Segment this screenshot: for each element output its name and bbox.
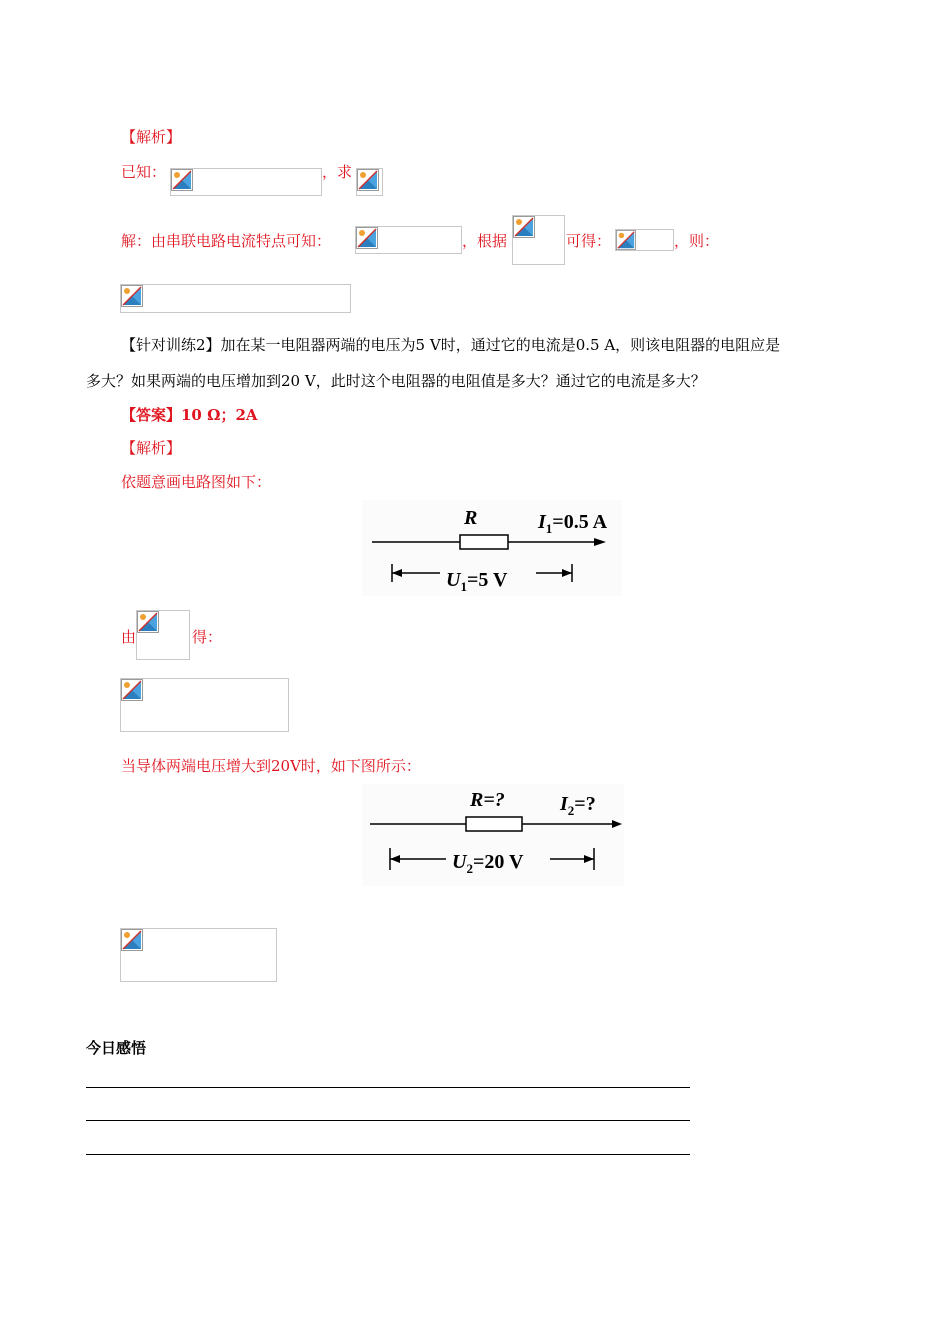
exercise2-line1: 【针对训练2】加在某一电阻器两端的电压为5 V时，通过它的电流是0.5 A，则该电阻器的电阻应是 <box>121 336 781 354</box>
resistor-label: R=? <box>470 789 505 811</box>
broken-image-icon <box>356 227 378 249</box>
broken-image-icon <box>121 929 143 951</box>
broken-image-icon <box>513 216 535 238</box>
increase-text: 当导体两端电压增大到20V时，如下图所示： <box>121 757 421 775</box>
resistor-label: R <box>464 507 478 529</box>
broken-image-icon <box>616 230 636 250</box>
known-mid: ，求 <box>322 163 353 181</box>
formula-image-final <box>120 284 351 313</box>
formula-image-find <box>356 168 383 196</box>
formula-image-current-2 <box>120 928 277 982</box>
formula-image-current <box>355 226 462 254</box>
solution-end: ，则： <box>674 232 720 250</box>
by-suffix: 得： <box>192 628 223 646</box>
writing-line <box>86 1087 690 1088</box>
broken-image-icon <box>121 285 143 307</box>
formula-image-resistance <box>120 678 289 732</box>
current-label: $I_2=$? <box>560 793 596 818</box>
by-prefix: 由 <box>121 628 137 646</box>
current-label: $I_1=0.5$ A <box>538 511 608 536</box>
broken-image-icon <box>171 169 193 191</box>
known-prefix: 已知： <box>121 163 167 181</box>
formula-image-known <box>170 168 322 196</box>
exercise2-line2: 多大？如果两端的电压增加到20 V，此时这个电阻器的电阻值是多大？通过它的电流是多大？ <box>86 372 706 390</box>
draw-circuit-text: 依题意画电路图如下： <box>121 473 272 491</box>
formula-image-ohm-2 <box>136 610 190 660</box>
formula-image-ohm <box>512 215 565 265</box>
reflection-title: 今日感悟 <box>86 1039 147 1057</box>
broken-image-icon <box>137 611 159 633</box>
circuit-figure-1 <box>362 500 622 596</box>
circuit-figure-2 <box>362 784 624 886</box>
formula-image-result <box>615 229 674 251</box>
solution-mid2: 可得： <box>566 232 612 250</box>
solution-mid1: ，根据 <box>462 232 508 250</box>
broken-image-icon <box>121 679 143 701</box>
voltage-label: $U_2=20$ V <box>452 851 524 876</box>
resistor <box>460 535 508 549</box>
analysis-label-1: 【解析】 <box>121 128 182 146</box>
exercise2-answer: 【答案】10 Ω；2A <box>121 406 258 424</box>
resistor <box>466 817 522 831</box>
broken-image-icon <box>357 169 379 191</box>
voltage-label: $U_1=5$ V <box>446 569 508 594</box>
analysis-label-2: 【解析】 <box>121 439 182 457</box>
writing-line <box>86 1154 690 1155</box>
solution-prefix: 解：由串联电路电流特点可知： <box>121 232 332 250</box>
writing-line <box>86 1120 690 1121</box>
